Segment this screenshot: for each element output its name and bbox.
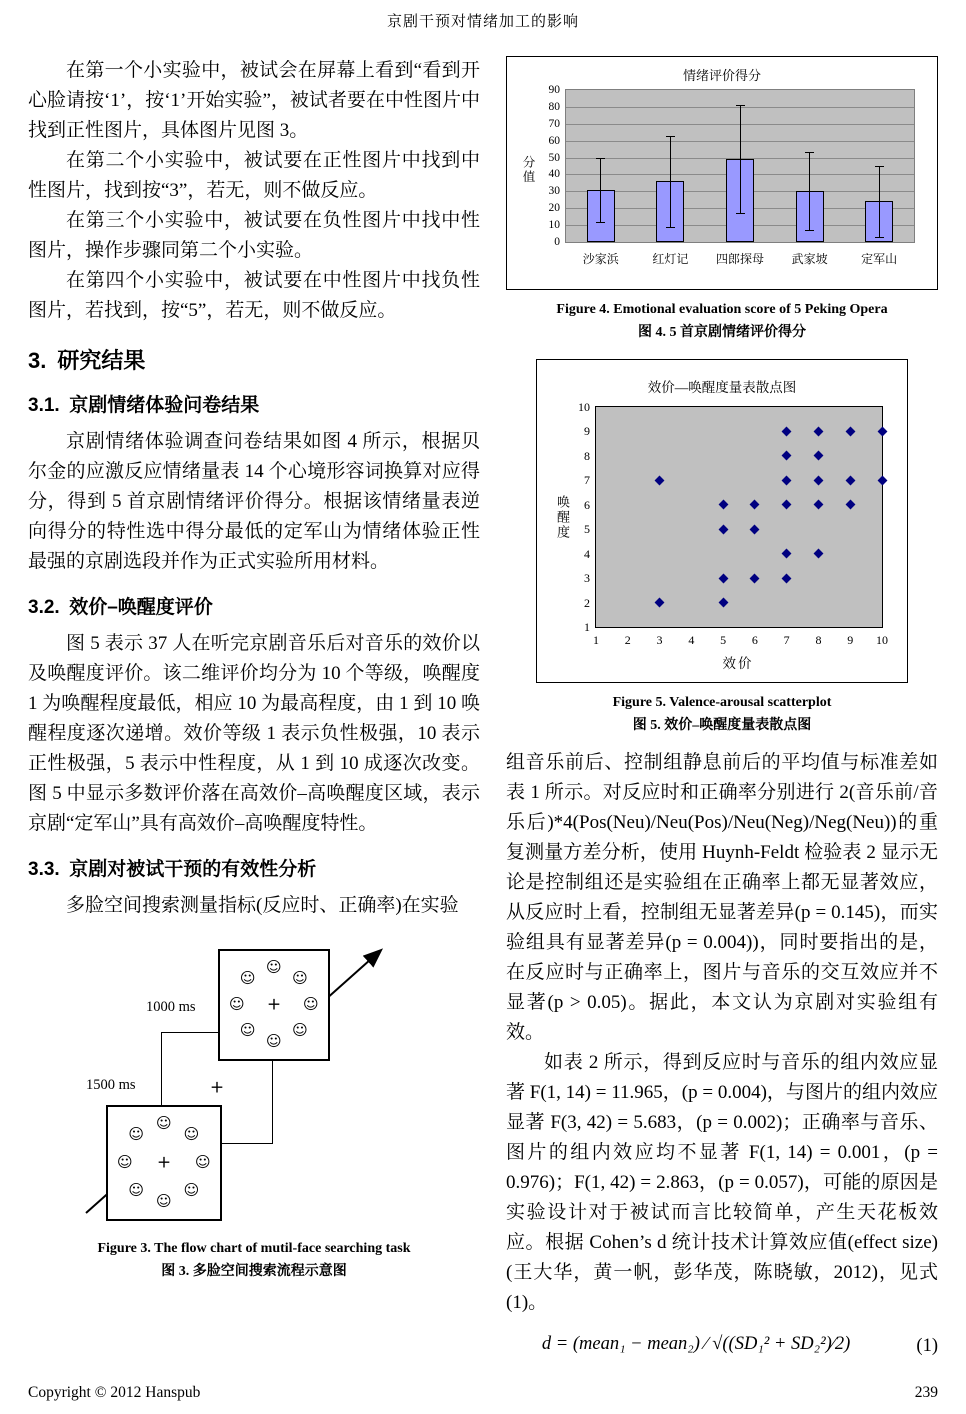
figure3-caption-cn: 图 3. 多脸空间搜索流程示意图	[161, 1264, 347, 1279]
fixation-cross: +	[266, 994, 282, 1015]
fixation-cross: +	[156, 1152, 172, 1173]
figure4-plot-area	[548, 84, 915, 266]
figure5-x-axis-label: 效价	[722, 656, 754, 671]
figure4-y-axis-label: 分值	[521, 155, 535, 185]
scatter-point	[845, 426, 855, 436]
scatter-xtick-label: 9	[847, 633, 854, 647]
scatter-xtick-label: 4	[688, 633, 695, 647]
figure5-caption-en: Figure 5. Valence-arousal scatterplot	[612, 695, 832, 710]
scatter-point	[813, 500, 823, 510]
scatter-ytick-label: 7	[584, 473, 590, 488]
scatter-point	[782, 451, 792, 461]
scatter-point	[782, 475, 792, 485]
paragraph-valence-arousal: 图 5 表示 37 人在听完京剧音乐后对音乐的效价以及唤醒度评价。该二维评价均分为 10 个等级，唤醒度 1 为唤醒程度最低，相应 10 为最高程度，由 1 到 10 唤醒程度逐次递增。效价等级 1 表示负性极强，10 表示正性极强，5 表示中性程度，从 1 到 10 成逐次改变。图 5 中显示多数评价落在高效价–高唤醒度区域，表示京剧“定军山”具有高效价–高唤醒度特性。	[28, 633, 480, 834]
smiley-face-icon: ☺	[266, 958, 282, 976]
smiley-face-icon: ☺	[229, 995, 245, 1013]
equation-1-expression: d = (mean₁ − mean₂) ∕ √((SD₁² + SD₂²)∕2)	[541, 1334, 851, 1354]
paragraph-experiment-4: 在第四个小实验中，被试要在中性图片中找负性图片，若找到，按“5”，若无，则不做反应。	[28, 270, 480, 321]
figure5-scatter-chart	[536, 359, 908, 683]
error-bar-line	[670, 136, 671, 227]
paragraph-questionnaire-results: 京剧情绪体验调查问卷结果如图 4 所示，根据贝尔金的应激反应情绪量表 14 个心境形容词换算对应得分，得到 5 首京剧情绪评价得分。根据该情绪量表逆向得分的特性选中得分最低的定军山为情绪体验正性最强的京剧选段并作为正式实验所用材料。	[28, 431, 480, 572]
scatter-ytick-label: 6	[584, 497, 590, 512]
smiley-face-icon: ☺	[117, 1153, 133, 1171]
error-bar-cap-top	[666, 136, 675, 137]
paragraph-experiment-3: 在第三个小实验中，被试要在负性图片中找中性图片，操作步骤同第二个小实验。	[28, 210, 480, 261]
subsection-heading-3-3: 3.3. 京剧对被试干预的有效性分析	[28, 859, 317, 880]
bar-ytick-label: 70	[548, 117, 560, 130]
right-column	[506, 56, 938, 1372]
scatter-ytick-label: 1	[584, 620, 590, 634]
scatter-point	[813, 549, 823, 559]
scatter-point	[782, 426, 792, 436]
scatter-point	[877, 475, 887, 485]
paragraph-experiment-2: 在第二个小实验中，被试要在正性图片中找到中性图片，找到按“3”，若无，则不做反应。	[28, 150, 480, 201]
bar-ytick-label: 0	[554, 236, 560, 248]
page-header-title: 京剧干预对情绪加工的影响	[386, 14, 579, 30]
bar-ytick-label: 50	[548, 151, 560, 164]
error-bar-line	[879, 166, 880, 237]
error-bar-cap-bottom	[666, 227, 675, 228]
bar-ytick-label: 30	[548, 185, 560, 198]
scatter-ytick-label: 10	[578, 400, 590, 414]
bar-ytick-label: 10	[548, 219, 560, 232]
bar-category-label: 沙家浜	[582, 252, 619, 266]
scatter-point	[718, 598, 728, 608]
smiley-face-icon: ☺	[183, 1125, 200, 1144]
scatter-ytick-label: 5	[584, 522, 590, 537]
error-bar-cap-top	[596, 158, 605, 159]
paragraph-anova-results: 组音乐前后、控制组静息前后的平均值与标准差如表 1 所示。对反应时和正确率分别进行 2(音乐前/音乐后)*4(Pos(Neu)/Neu(Pos)/Neu(Neg)/Neg(Neu))的重复测量方差分析，使用 Huynh-Feldt 检验表 2 显示无论是控制组还是实验组在正确率上都无显著效应，从反应时上看，控制组无显著差异(p = 0.145)，而实验组具有显著差异(p = 0.004))，同时要指出的是，在反应时与正确率上，图片与音乐的交互效应并不显著(p > 0.05)。据此，本文认为京剧对实验组有效。	[506, 752, 938, 1043]
footer-copyright: Copyright © 2012 Hanspub	[28, 1384, 201, 1401]
error-bar-cap-bottom	[596, 222, 605, 223]
section-heading-results: 3. 研究结果	[28, 348, 146, 373]
bar-ytick-label: 40	[548, 168, 560, 181]
scatter-point	[782, 549, 792, 559]
figure3-caption-en: Figure 3. The flow chart of mutil-face searching task	[97, 1241, 411, 1256]
bar-ytick-label: 60	[548, 134, 560, 147]
figure5-plot-area	[578, 400, 888, 647]
footer-page-number: 239	[914, 1384, 938, 1401]
figure4-caption-en: Figure 4. Emotional evaluation score of 5 Peking Opera	[556, 302, 888, 317]
smiley-face-icon: ☺	[303, 995, 319, 1013]
scatter-xtick-label: 10	[876, 633, 888, 647]
smiley-face-icon: ☺	[266, 1032, 282, 1050]
scatter-point	[750, 500, 760, 510]
scatter-ytick-label: 3	[584, 571, 590, 586]
paragraph-effectiveness-intro: 多脸空间搜索测量指标(反应时、正确率)在实验	[66, 895, 459, 916]
smiley-face-icon: ☺	[128, 1125, 145, 1144]
error-bar-cap-bottom	[805, 230, 814, 231]
figure4-chart-title: 情绪评价得分	[682, 68, 761, 83]
equation-1-number: (1)	[916, 1336, 938, 1356]
figure5-chart-title: 效价—唤醒度量表散点图	[647, 380, 797, 395]
figure4-caption-cn: 图 4. 5 首京剧情绪评价得分	[638, 325, 806, 340]
smiley-face-icon: ☺	[195, 1153, 211, 1171]
scatter-point	[782, 500, 792, 510]
scatter-xtick-label: 5	[720, 633, 727, 647]
figure3-duration-label-1500ms: 1500 ms	[86, 1077, 136, 1093]
scatter-xtick-label: 2	[624, 633, 631, 647]
figure3-duration-label-1000ms: 1000 ms	[146, 999, 196, 1015]
error-bar-cap-top	[805, 152, 814, 153]
equation-1	[506, 1334, 938, 1372]
bar-category-label: 红灯记	[652, 252, 689, 266]
scatter-xtick-label: 7	[783, 633, 790, 647]
smiley-face-icon: ☺	[239, 968, 256, 987]
scatter-xtick-label: 3	[656, 633, 663, 647]
figure3-screen-faces-bottom	[106, 1105, 222, 1221]
smiley-face-icon: ☺	[156, 1192, 172, 1210]
scatter-xtick-label: 6	[751, 633, 758, 647]
scatter-point	[782, 573, 792, 583]
scatter-point	[750, 524, 760, 534]
scatter-point	[655, 598, 665, 608]
paragraph-experiment-1: 在第一个小实验中，被试会在屏幕上看到“看到开心脸请按‘1’，按‘1’开始实验”，被试者要在中性图片中找到正性图片，具体图片见图 3。	[28, 60, 480, 141]
scatter-ytick-label: 2	[584, 595, 590, 610]
error-bar-line	[809, 152, 810, 230]
error-bar-cap-bottom	[736, 213, 745, 214]
smiley-face-icon: ☺	[183, 1180, 200, 1199]
subsection-heading-3-2: 3.2. 效价–唤醒度评价	[28, 597, 213, 618]
scatter-point	[718, 573, 728, 583]
scatter-ytick-label: 4	[584, 546, 590, 561]
error-bar-cap-top	[736, 105, 745, 106]
figure4-bar-chart	[506, 56, 938, 290]
bar-category-label: 定军山	[861, 252, 898, 266]
scatter-point	[718, 524, 728, 534]
figure3-flowchart	[28, 937, 480, 1229]
figure5-y-axis-label: 唤醒度	[555, 494, 570, 540]
bar-ytick-label: 20	[548, 202, 560, 215]
error-bar-cap-bottom	[875, 237, 884, 238]
bar-ytick-label: 90	[548, 84, 560, 96]
scatter-xtick-label: 8	[815, 633, 822, 647]
smiley-face-icon: ☺	[156, 1114, 172, 1132]
smiley-face-icon: ☺	[292, 1021, 308, 1040]
scatter-point	[813, 426, 823, 436]
error-bar-cap-top	[875, 166, 884, 167]
figure3-screen-faces-top	[218, 949, 330, 1061]
fixation-cross: +	[209, 1077, 225, 1098]
scatter-point	[750, 573, 760, 583]
paragraph-effect-size: 如表 2 所示，得到反应时与音乐的组内效应显著 F(1, 14) = 11.965，(p = 0.004)，与图片的组内效应显著 F(3, 42) = 5.683，(p = 0.002)；正确率与音乐、图片的组内效应均不显著 F(1, 14) = 0.001，(p = 0.976)；F(1, 42) = 2.863，(p = 0.057)，可能的原因是实验设计对于被试而言比较简单，产生天花板效应。根据 Cohen’s d 统计技术计算效应值(effect size)(王大华，黄一帆，彭华茂，陈晓敏，2012)，见式(1)。	[506, 1052, 938, 1313]
smiley-face-icon: ☺	[128, 1180, 145, 1199]
subsection-heading-3-1: 3.1. 京剧情绪体验问卷结果	[28, 395, 260, 416]
figure5-caption-cn: 图 5. 效价–唤醒度量表散点图	[632, 718, 812, 733]
scatter-point	[845, 475, 855, 485]
bar-category-label: 武家坡	[791, 252, 828, 266]
smiley-face-icon: ☺	[239, 1021, 256, 1040]
scatter-point	[845, 500, 855, 510]
scatter-point	[877, 426, 887, 436]
scatter-point	[813, 451, 823, 461]
scatter-point	[718, 500, 728, 510]
left-column	[28, 56, 480, 1280]
error-bar-line	[740, 105, 741, 213]
bar-category-label: 四郎探母	[715, 252, 764, 266]
error-bar-line	[600, 158, 601, 222]
bar-ytick-label: 80	[548, 100, 560, 113]
scatter-ytick-label: 9	[584, 424, 590, 439]
page-footer	[28, 1384, 938, 1402]
scatter-ytick-label: 8	[584, 448, 590, 463]
scatter-point	[655, 475, 665, 485]
scatter-xtick-label: 1	[593, 633, 599, 647]
smiley-face-icon: ☺	[292, 968, 308, 987]
scatter-point	[813, 475, 823, 485]
